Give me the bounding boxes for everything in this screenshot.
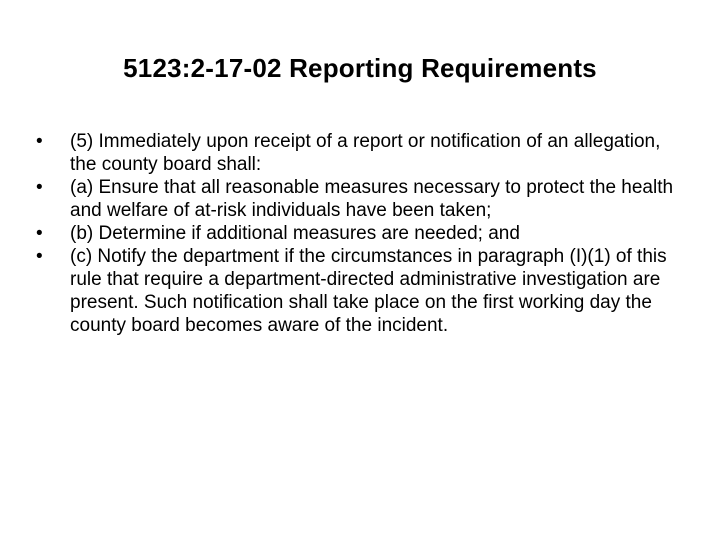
bullet-list [36,130,676,337]
bullet-item [36,222,676,245]
slide-title: 5123:2-17-02 Reporting Requirements [123,53,597,83]
bullet-icon: • [36,131,43,152]
bullet-text: (c) Notify the department if the circumstances in paragraph (I)(1) of this rule that require a department-directed administrative investigation are present. Such notification shall take place on the first working day the county board becomes aware of the incident. [70,246,667,336]
bullet-item [36,176,676,222]
bullet-icon: • [36,246,43,267]
bullet-icon: • [36,223,43,244]
bullet-text: (b) Determine if additional measures are needed; and [70,223,520,244]
bullet-item [36,130,676,176]
bullet-text: (a) Ensure that all reasonable measures necessary to protect the health and welfare of at-risk individuals have been taken; [70,177,674,221]
bullet-text: (5) Immediately upon receipt of a report or notification of an allegation, the county board shall: [70,131,661,175]
bullet-item [36,245,676,337]
bullet-icon: • [36,177,43,198]
